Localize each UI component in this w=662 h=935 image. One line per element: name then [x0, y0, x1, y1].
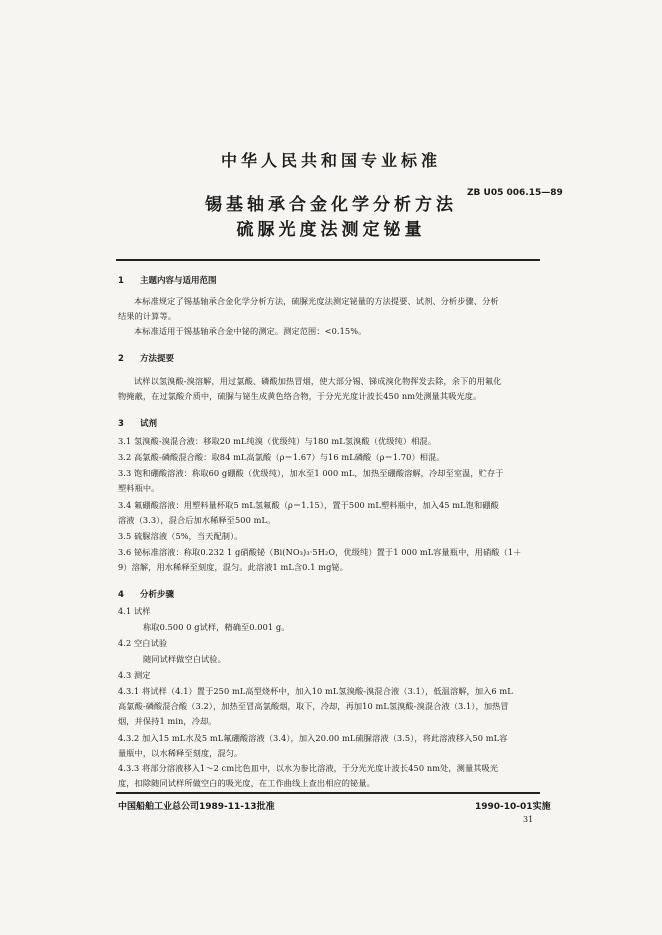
reagent-item-continued: 塑料瓶中。: [118, 483, 160, 493]
reagent-item: 3.2 高氯酸-磷酸混合酸：取84 mL高氯酸（ρ＝1.67）与16 mL磷酸（ρ＝1.70）相混。: [118, 452, 445, 462]
section-2-heading: [118, 352, 174, 364]
reagent-item: 3.6 铋标准溶液：称取0.232 1 g硝酸铋（Bi(NO₃)₃·5H₂O，优级纯）置于1 000 mL容量瓶中，用硝酸（1＋: [118, 547, 522, 557]
section-number: 1: [118, 276, 124, 286]
procedure-step-continued: 度，扣除随同试样所做空白的吸光度，在工作曲线上查出相应的铋量。: [118, 778, 375, 788]
paragraph-line: 物掩蔽，在过氯酸介质中，硫脲与铋生成黄色络合物，于分光光度计波长450 nm处测量其吸光度。: [118, 391, 482, 401]
paragraph-line: 试样以氢溴酸-溴溶解，用过氯酸、磷酸加热冒烟，使大部分锡、锑成溴化物挥发去除，余下的用氟化: [134, 376, 502, 386]
subsection-heading: 4.3 测定: [118, 670, 151, 680]
paragraph-line: 本标准规定了锡基轴承合金化学分析方法，硫脲光度法测定铋量的方法提要、试剂、分析步骤、分析: [134, 296, 499, 306]
section-title: 方法提要: [140, 354, 175, 364]
section-1-heading: [118, 274, 217, 286]
approval-info: 中国船舶工业总公司1989-11-13批准: [118, 802, 275, 812]
standard-code: ZB U05 006.15—89: [467, 188, 563, 198]
section-number: 2: [118, 354, 124, 364]
section-number: 3: [118, 419, 124, 429]
procedure-step-continued: 烟，并保持1 min，冷却。: [118, 716, 217, 726]
section-4-heading: [118, 588, 174, 600]
document-subtitle: 硫脲光度法测定铋量: [236, 220, 426, 240]
paragraph-line: 本标准适用于锡基轴承合金中铋的测定。测定范围：<0.15%。: [134, 326, 367, 336]
paragraph-line: 随同试样做空白试验。: [143, 654, 226, 664]
standard-header: 中华人民共和国专业标准: [220, 151, 441, 170]
section-title: 分析步骤: [140, 590, 175, 600]
subsection-heading: 4.2 空白试验: [118, 638, 168, 648]
reagent-item: 3.1 氢溴酸-溴混合液：移取20 mL纯溴（优级纯）与180 mL氢溴酸（优级纯）相混。: [118, 436, 436, 446]
section-title: 主题内容与适用范围: [140, 276, 217, 286]
procedure-step-continued: 量瓶中，以水稀释至刻度，混匀。: [118, 748, 243, 758]
section-3-heading: [118, 417, 157, 429]
top-divider: [116, 259, 540, 261]
procedure-step: 4.3.1 将试样（4.1）置于250 mL高型烧杯中，加入10 mL氢溴酸-溴混合液（3.1），低温溶解，加入6 mL: [118, 686, 513, 696]
section-number: 4: [118, 590, 124, 600]
paragraph-line: 称取0.500 0 g试样，精确至0.001 g。: [143, 622, 290, 632]
paragraph-line: 结果的计算等。: [118, 311, 177, 321]
procedure-step: 4.3.2 加入15 mL水及5 mL氟硼酸溶液（3.4），加入20.00 mL硫脲溶液（3.5），将此溶液移入50 mL容: [118, 733, 508, 743]
bottom-divider: [116, 792, 540, 794]
section-title: 试剂: [140, 419, 158, 429]
effective-date: 1990-10-01实施: [475, 802, 551, 812]
subsection-heading: 4.1 试样: [118, 606, 151, 616]
reagent-item: 3.5 硫脲溶液（5%，当天配制）。: [118, 531, 243, 541]
document-title: 锡基轴承合金化学分析方法: [205, 195, 457, 215]
reagent-item: 3.3 饱和硼酸溶液：称取60 g硼酸（优级纯），加水至1 000 mL，加热至硼酸溶解，冷却至室温，贮存于: [118, 468, 504, 478]
page-number: 31: [523, 815, 534, 824]
reagent-item: 3.4 氟硼酸溶液：用塑料量杯取5 mL氢氟酸（ρ＝1.15），置于500 mL塑料瓶中，加入45 mL饱和硼酸: [118, 500, 499, 510]
reagent-item-continued: 9）溶解，用水稀释至刻度，混匀。此溶液1 mL含0.1 mg铋。: [118, 562, 348, 572]
reagent-item-continued: 溶液（3.3），混合后加水稀释至500 mL。: [118, 515, 276, 525]
procedure-step: 4.3.3 将部分溶液移入1～2 cm比色皿中，以水为参比溶液，于分光光度计波长450 nm处，测量其吸光: [118, 763, 499, 773]
procedure-step-continued: 高氯酸-磷酸混合酸（3.2），加热至冒高氯酸烟，取下，冷却，再加10 mL氢溴酸-溴混合液（3.1），加热冒: [118, 701, 509, 711]
